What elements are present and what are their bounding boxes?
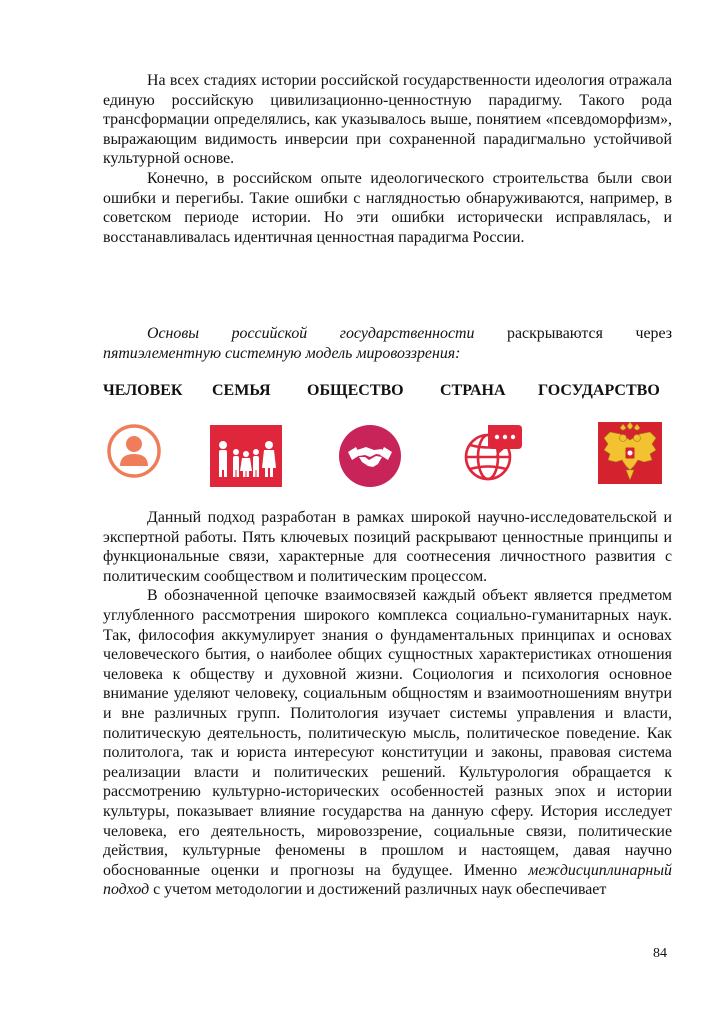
intro-section — [103, 71, 672, 247]
handshake-icon — [338, 424, 402, 493]
basis-paragraph — [103, 324, 672, 363]
basis-sentence — [103, 324, 672, 363]
intro-paragraph-1: На всех стадиях истории российской государственности идеология отражала единую российскую цивилизационно-ценностную парадигму. Такого рода трансформации определялись, как указывалось выше, понятием «псевдоморфизм», выражающим видимость инверсии при сохраненной парадигмально устойчивой культурной основе. — [103, 72, 672, 168]
word-strana: СТРАНА — [440, 382, 506, 399]
body-italic: междисциплинарный подход — [103, 861, 672, 899]
basis-middle: раскрываются через — [474, 325, 672, 342]
globe-chat-icon — [460, 423, 524, 492]
body-tail: с учетом методологии и достижений различных наук обеспечивает — [149, 881, 607, 899]
intro-paragraph-2: Конечно, в российском опыте идеологического строительства были свои ошибки и перегибы. Такие ошибки с наглядностью обнаруживаются, например, в советском периоде истории. Но эти ошибки исторически исправлялась, и восстанавливалась идентичная ценностная парадигма России. — [103, 169, 672, 246]
body-paragraph-2-main: В обозначенной цепочке взаимосвязей каждый объект является предметом углубленного рассмотрения широкого комплекса социально-гуманитарных наук. Так, философия аккумулирует знания о фундаментальных принципах и основах человеческого бытия, о наиболее общих сущностных характеристиках отношения человека к обществу и духовной жизни. Социология и психология основное внимание уделяют человеку, социальным общностям и взаимоотношениям внутри и вне различных групп. Политология изучает системы управления и власти, политическую деятельность, политическую мысль, политическое поведение. Как политолога, так и юриста интересуют конституции и законы, правовая система реализации власти и политических решений. Культурология обращается к рассмотрению культурно-исторических особенностей разных эпох и истории культуры, показывает влияние государства на данную сферу. История исследует человека, его деятельность, мировоззрение, социальные связи, политические действия, культурные феномены в прошлом и настоящем, давая научно обоснованные оценки и прогнозы на будущее. Именно — [103, 587, 672, 879]
model-words-row — [103, 382, 672, 406]
coat-of-arms-icon — [598, 422, 662, 489]
word-semya: СЕМЬЯ — [212, 382, 271, 399]
basis-italic-1: Основы российской государственности — [147, 325, 475, 342]
person-icon — [106, 423, 162, 484]
word-chelovek: ЧЕЛОВЕК — [103, 382, 183, 399]
word-gosudarstvo: ГОСУДАРСТВО — [538, 382, 660, 399]
word-obshchestvo: ОБЩЕСТВО — [307, 382, 404, 399]
body-paragraph-1: Данный подход разработан в рамках широкой научно-исследовательской и экспертной работы. Пять ключевых позиций раскрывают ценностные принципы и функциональные связи, характерные для соотнесения личностного развития с политическим сообществом и политическим процессом. — [103, 509, 672, 585]
body-paragraph-2 — [103, 586, 672, 900]
family-icon — [210, 425, 282, 492]
page-number: 84 — [653, 946, 667, 961]
basis-italic-2: пятиэлементную системную модель мировоззрения: — [103, 344, 461, 362]
body-section — [103, 508, 672, 900]
